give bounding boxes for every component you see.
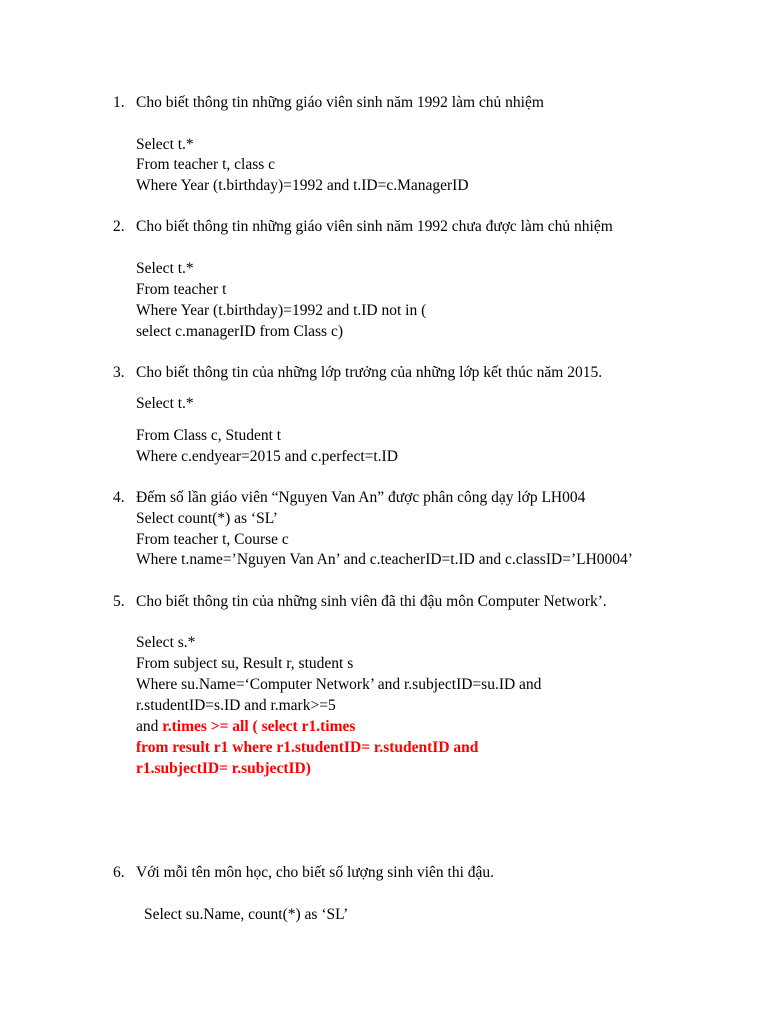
code-line: Select count(*) as ‘SL’: [136, 510, 278, 527]
code-line-mixed: [136, 717, 355, 737]
item-number: 4.: [113, 489, 125, 506]
code-line: Select t.*: [136, 136, 194, 153]
code-line: From Class c, Student t: [136, 427, 282, 444]
code-line: From teacher t, class c: [136, 156, 276, 173]
code-line: Where Year (t.birthday)=1992 and t.ID not in (: [136, 302, 427, 319]
question-text: Cho biết thông tin những giáo viên sinh năm 1992 làm chủ nhiệm: [136, 94, 544, 111]
code-line: From teacher t, Course c: [136, 531, 289, 548]
highlighted-code: r1.subjectID= r.subjectID): [136, 760, 311, 777]
question-text: Với mỗi tên môn học, cho biết số lượng sinh viên thi đậu.: [136, 864, 495, 881]
code-line: Where c.endyear=2015 and c.perfect=t.ID: [136, 448, 398, 465]
highlighted-code: from result r1 where r1.studentID= r.studentID and: [136, 739, 479, 756]
question-text: Đếm số lần giáo viên “Nguyen Van An” được phân công dạy lớp LH004: [136, 489, 586, 506]
code-line: Where Year (t.birthday)=1992 and t.ID=c.ManagerID: [136, 177, 469, 194]
question-text: Cho biết thông tin những giáo viên sinh năm 1992 chưa được làm chủ nhiệm: [136, 218, 613, 235]
code-line: Select t.*: [136, 395, 194, 412]
code-line: Where t.name=’Nguyen Van An’ and c.teacherID=t.ID and c.classID=’LH0004’: [136, 551, 633, 568]
item-number: 5.: [113, 593, 125, 610]
code-line: From teacher t: [136, 281, 227, 298]
code-line: From subject su, Result r, student s: [136, 655, 354, 672]
code-line: Where su.Name=‘Computer Network’ and r.subjectID=su.ID and: [136, 676, 542, 693]
code-line: select c.managerID from Class c): [136, 323, 344, 340]
item-number: 1.: [113, 94, 125, 111]
item-number: 3.: [113, 364, 125, 381]
and-prefix: and: [136, 718, 163, 735]
code-line: Select s.*: [136, 634, 196, 651]
question-text: Cho biết thông tin của những sinh viên đã thi đậu môn Computer Network’.: [136, 593, 607, 610]
item-number: 6.: [113, 864, 125, 881]
highlighted-code: r.times >= all ( select r1.times: [162, 718, 356, 735]
question-text: Cho biết thông tin của những lớp trưởng của những lớp kết thúc năm 2015.: [136, 364, 603, 381]
code-line: Select t.*: [136, 260, 194, 277]
item-number: 2.: [113, 218, 125, 235]
code-line: r.studentID=s.ID and r.mark>=5: [136, 697, 336, 714]
code-line: Select su.Name, count(*) as ‘SL’: [144, 906, 349, 923]
